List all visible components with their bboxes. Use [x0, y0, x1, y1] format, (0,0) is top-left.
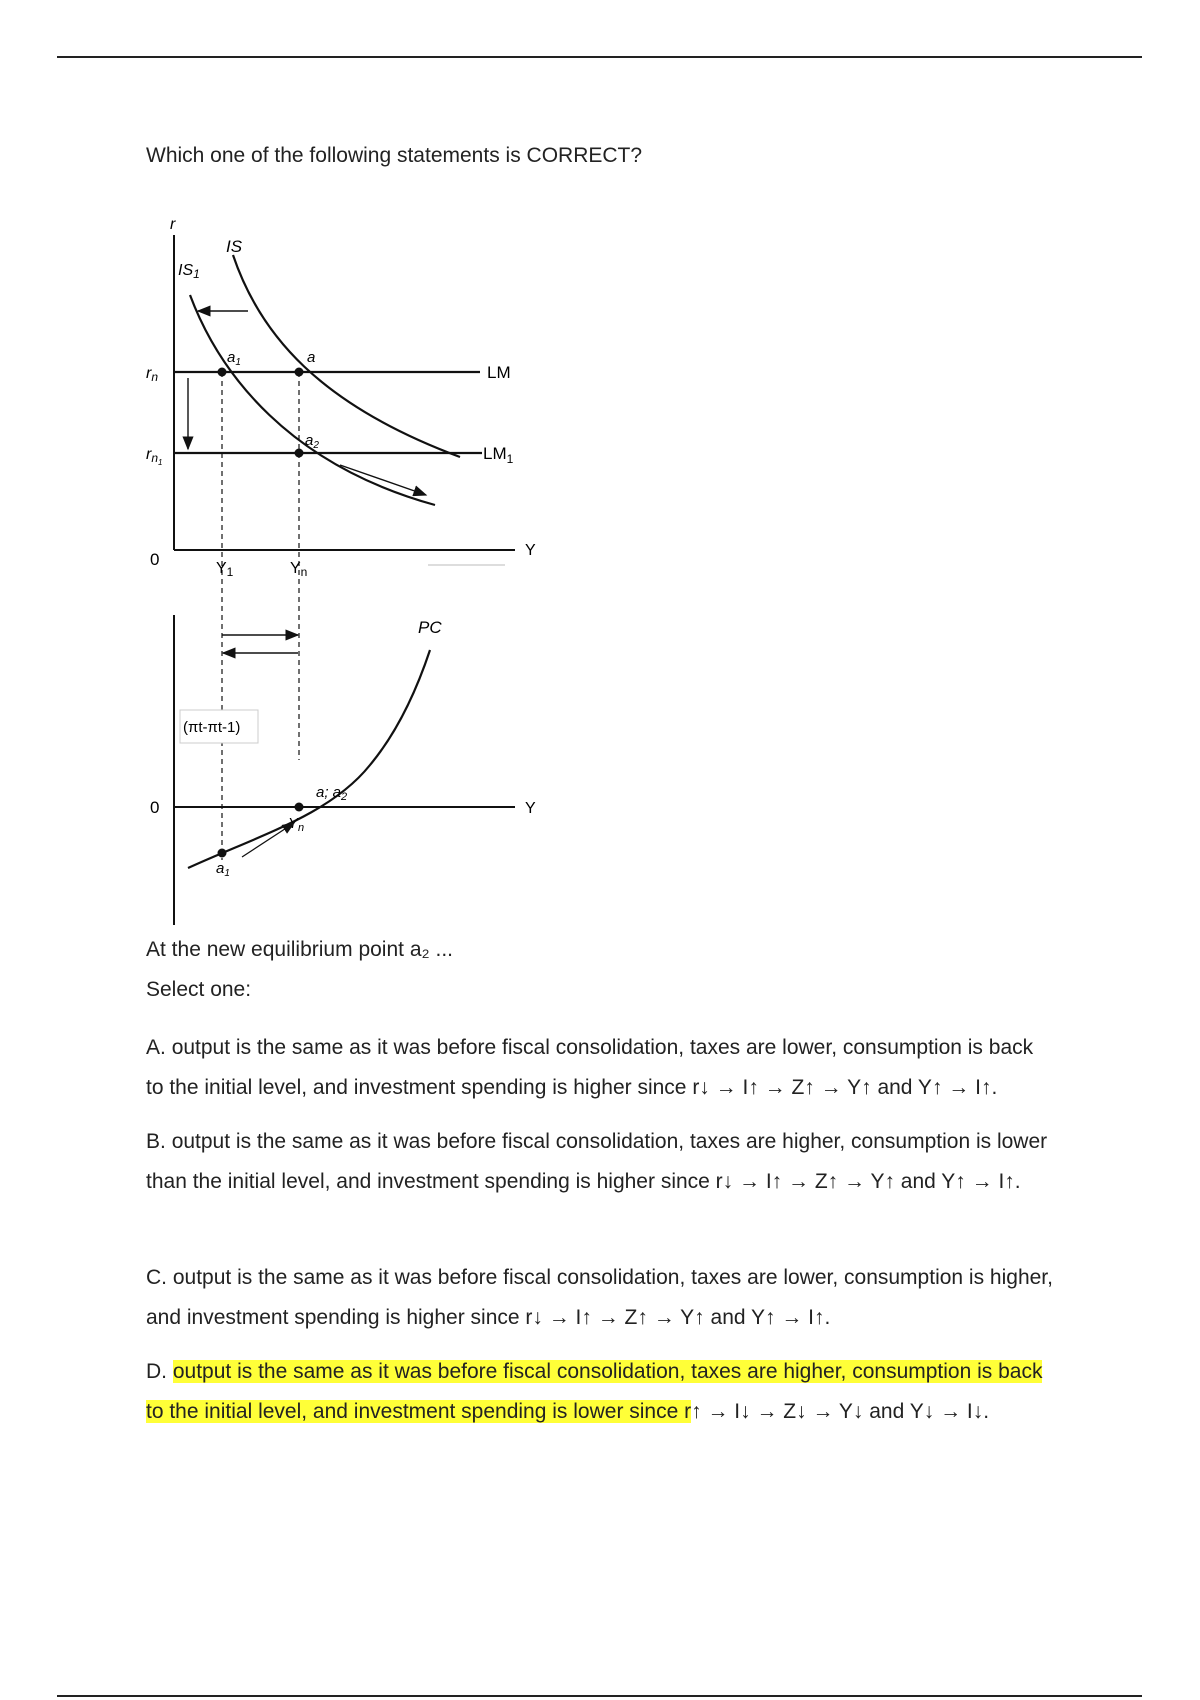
pc-curve: [188, 650, 430, 868]
pc-move-arrow: [242, 823, 294, 857]
a1-label: $a_1$: [227, 349, 241, 368]
option-d[interactable]: [146, 1352, 1056, 1432]
a-label: a: [307, 349, 316, 366]
point-a-a2-pc: [295, 803, 304, 812]
lm-label: LM: [487, 363, 511, 382]
bottom-rule: [57, 1695, 1142, 1697]
option-letter: D.: [146, 1360, 167, 1383]
a1-pc-label: $a_1$: [216, 860, 230, 879]
is-curve: [233, 255, 460, 457]
yn-tick: Yn: [290, 560, 308, 579]
option-a[interactable]: [146, 1028, 1056, 1108]
a-a2-label: a; $a_2$: [316, 784, 348, 803]
is1-label: IS1: [178, 262, 200, 281]
top-origin-label: 0: [150, 550, 160, 569]
inflation-label: (πt-πt-1): [183, 719, 241, 736]
question-text: Which one of the following statements is CORRECT?: [146, 144, 643, 167]
yn-pc-label: $Y_n$: [288, 815, 305, 834]
is-lm-pc-diagram: [130, 195, 550, 935]
option-text-highlighted: output is the same as it was before fiscal consolidation, taxes are higher, consumption is back to the initial level, and investment spending is lower since r: [146, 1360, 1043, 1423]
top-rule: [57, 56, 1142, 58]
option-text: output is the same as it was before fiscal consolidation, taxes are higher, consumption is lower than the initial level, and investment spending is higher since r↓ → I↑ → Z↑ → Y↑ and Y↑ → I↑.: [146, 1130, 1048, 1193]
option-letter: A.: [146, 1036, 166, 1059]
point-a2: [295, 449, 304, 458]
option-letter: B.: [146, 1130, 166, 1153]
is1-curve: [190, 295, 435, 505]
option-letter: C.: [146, 1266, 167, 1289]
top-y-axis-label: Y: [525, 542, 536, 559]
point-a: [295, 368, 304, 377]
a2-label: $a_2$: [305, 432, 319, 451]
option-b[interactable]: [146, 1122, 1056, 1202]
point-a1-pc: [218, 849, 227, 858]
bottom-origin-label: 0: [150, 798, 160, 817]
pc-label: PC: [418, 618, 442, 637]
r-axis-label: r: [170, 216, 176, 233]
point-a1: [218, 368, 227, 377]
select-one-label: Select one:: [146, 978, 252, 1001]
option-text: output is the same as it was before fiscal consolidation, taxes are lower, consumption is back to the initial level, and investment spending is higher since r↓ → I↑ → Z↑ → Y↑ and Y↑ → I↑.: [146, 1036, 1034, 1099]
rn1-label: rn1: [146, 446, 163, 467]
rn-label: rn: [146, 365, 159, 384]
question-stem: At the new equilibrium point a₂ ...: [146, 938, 453, 961]
y1-tick: Y1: [216, 560, 234, 579]
option-text: output is the same as it was before fiscal consolidation, taxes are lower, consumption is higher, and investment spending is higher since r↓ → I↑ → Z↑ → Y↑ and Y↑ → I↑.: [146, 1266, 1053, 1329]
option-text: ↑ → I↓ → Z↓ → Y↓ and Y↓ → I↓.: [691, 1400, 990, 1423]
option-c[interactable]: [146, 1258, 1056, 1338]
is-label: IS: [226, 237, 243, 256]
lm1-label: $LM_1$: [483, 444, 514, 466]
move-along-arrow: [340, 465, 426, 495]
bottom-y-axis-label: Y: [525, 800, 536, 817]
